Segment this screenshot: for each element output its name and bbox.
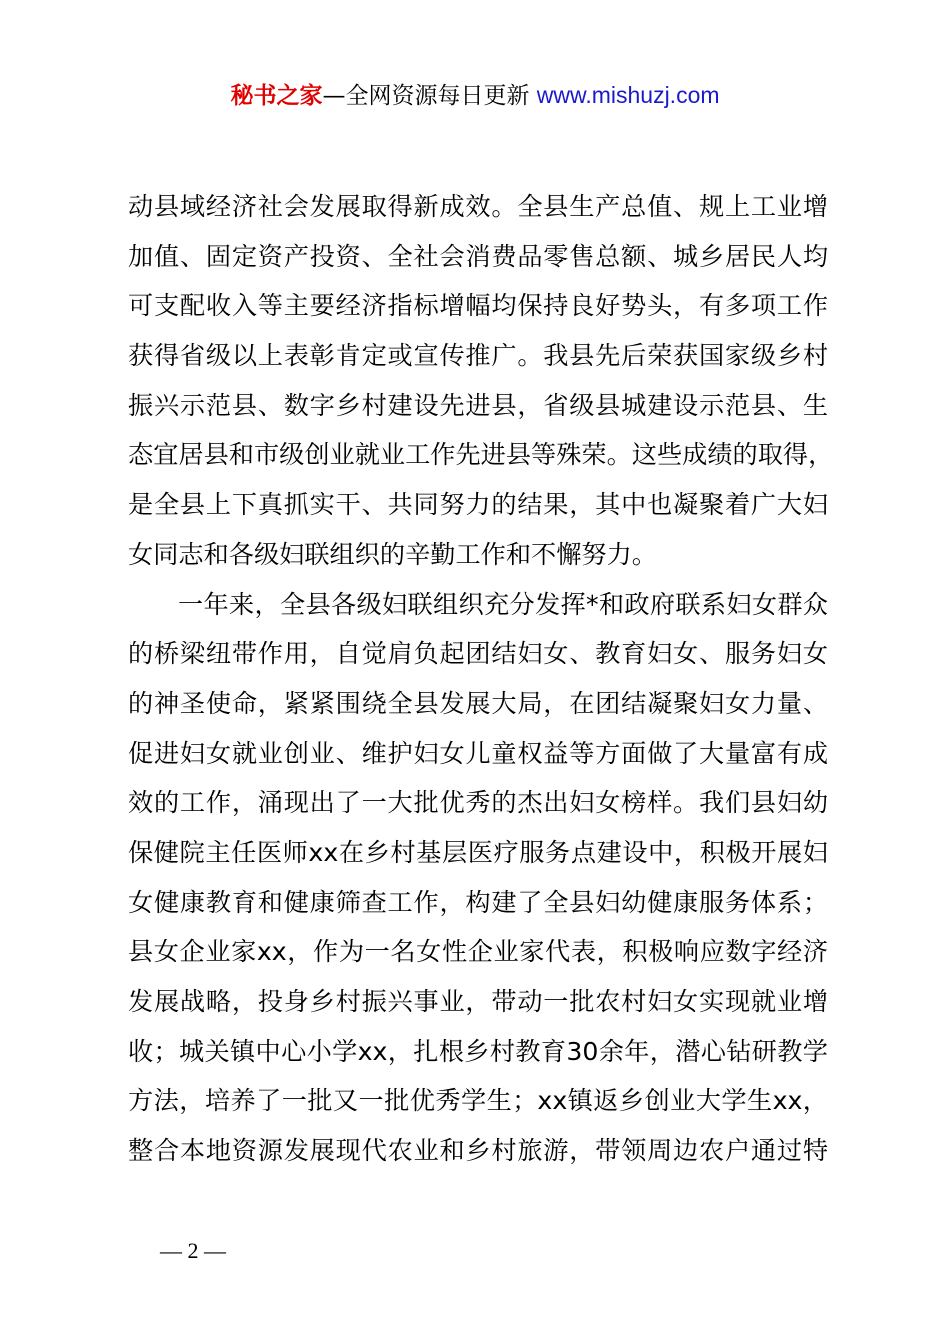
body-line: 态宜居县和市级创业就业工作先进县等殊荣。这些成绩的取得， [128,440,834,470]
body-line: 动县域经济社会发展取得新成效。全县生产总值、规上工业增 [128,192,828,221]
header-url-link[interactable]: www.mishuzj.com [536,82,720,108]
body-line: 发展战略，投身乡村振兴事业，带动一批农村妇女实现就业增 [128,987,828,1016]
body-line: 女健康教育和健康筛查工作，构建了全县妇幼健康服务体系； [128,887,828,917]
body-line: 的桥梁纽带作用，自觉肩负起团结妇女、教育妇女、服务妇女 [128,639,828,669]
body-line: 获得省级以上表彰肯定或宣传推广。我县先后荣获国家级乡村 [128,341,828,371]
body-line: 振兴示范县、数字乡村建设先进县，省级县城建设示范县、生 [128,390,828,420]
body-line: 整合本地资源发展现代农业和乡村旅游，带领周边农户通过特 [128,1136,828,1166]
document-body [128,182,834,1176]
header-brand: 秘书之家 [230,83,323,109]
body-line: 县女企业家xx，作为一名女性企业家代表，积极响应数字经济 [128,937,828,967]
body-line: 收；城关镇中心小学xx，扎根乡村教育30余年，潜心钻研教学 [128,1036,828,1066]
page-header [0,78,950,113]
body-line: 促进妇女就业创业、维护妇女儿童权益等方面做了大量富有成 [128,738,828,768]
body-line: 加值、固定资产投资、全社会消费品零售总额、城乡居民人均 [128,241,828,271]
header-tagline: —全网资源每日更新 [322,83,537,109]
body-line: 是全县上下真抓实干、共同努力的结果，其中也凝聚着广大妇 [128,490,828,520]
body-line: 保健院主任医师xx在乡村基层医疗服务点建设中，积极开展妇 [128,837,828,867]
page-number: — 2 — [160,1238,226,1263]
body-line: 的神圣使命，紧紧围绕全县发展大局，在团结凝聚妇女力量、 [128,688,828,718]
paragraph-first-line: 一年来，全县各级妇联组织充分发挥*和政府联系妇女群众 [178,589,828,619]
body-line: 可支配收入等主要经济指标增幅均保持良好势头，有多项工作 [128,291,828,321]
body-line: 女同志和各级妇联组织的辛勤工作和不懈努力。 [128,539,657,569]
body-line: 方法，培养了一批又一批优秀学生；xx镇返乡创业大学生xx， [128,1086,828,1116]
body-line: 效的工作，涌现出了一大批优秀的杰出妇女榜样。我们县妇幼 [128,788,828,818]
